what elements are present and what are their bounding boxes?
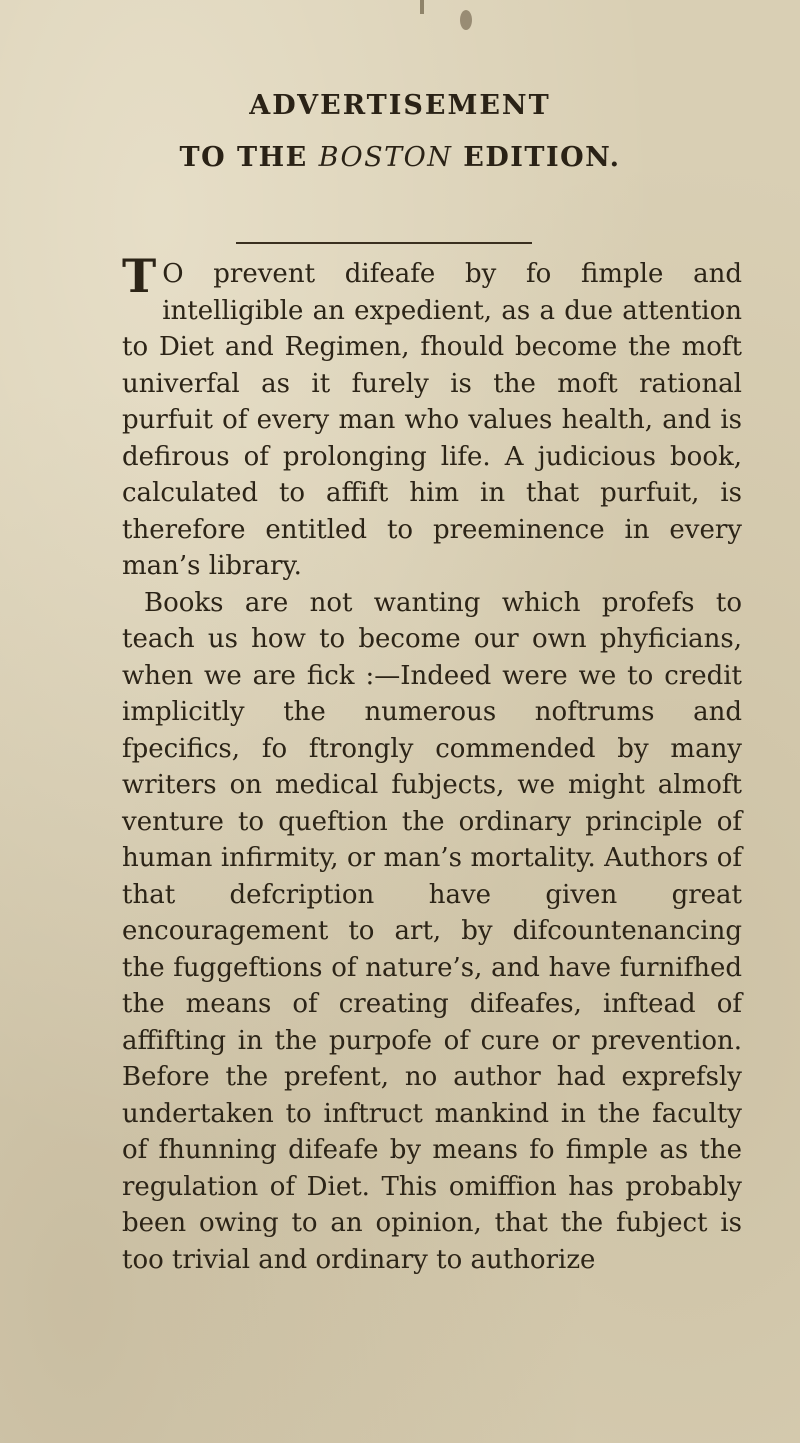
paragraph-2: Books are not wanting which profefs to teach us how to become our own phyficians, when we are fick :—Indeed were we to credit implicitly the numerous noftrums and fpecifics, fo ftrongly commended by many writers on medical fubjects, we might almoft venture to queftion the ordinary principle of human infirmity, or man’s mortality. Authors of that defcription have given great encouragement to art, by difcountenancing the fuggeftions of nature’s, and have furnifhed the means of creating difeafes, inftead of affifting in the purpofe of cure or prevention. Before the prefent, no author had exprefsly undertaken to inftruct mankind in the faculty of fhunning difeafe by means fo fimple as the regulation of Diet. This omiffion has probably been owing to an opinion, that the fubject is too trivial and ordinary to authorize xyxy=(122,587,742,1275)
body-text xyxy=(122,249,742,1278)
printer-ornament xyxy=(460,10,472,30)
page-subtitle xyxy=(0,142,800,173)
subtitle-suffix: EDITION. xyxy=(463,142,621,173)
divider-rule xyxy=(236,242,532,244)
subtitle-italic: BOSTON xyxy=(318,142,453,173)
paragraph-1-text: O prevent difeafe by fo fimple and intelligible an expedient, as a due attention to Diet and Regimen, fhould become the moft univerfal as it furely is the moft rational purfuit of every man who values health, and is defirous of prolonging life. A judicious book, calculated to affift him in that purfuit, is therefore entitled to preeminence in every man’s library. xyxy=(122,259,742,581)
page-title: ADVERTISEMENT xyxy=(249,90,551,121)
drop-cap: T xyxy=(122,249,157,303)
subtitle-prefix: TO THE xyxy=(179,142,308,173)
paragraph-1 xyxy=(122,249,742,585)
page-mark xyxy=(420,0,424,14)
